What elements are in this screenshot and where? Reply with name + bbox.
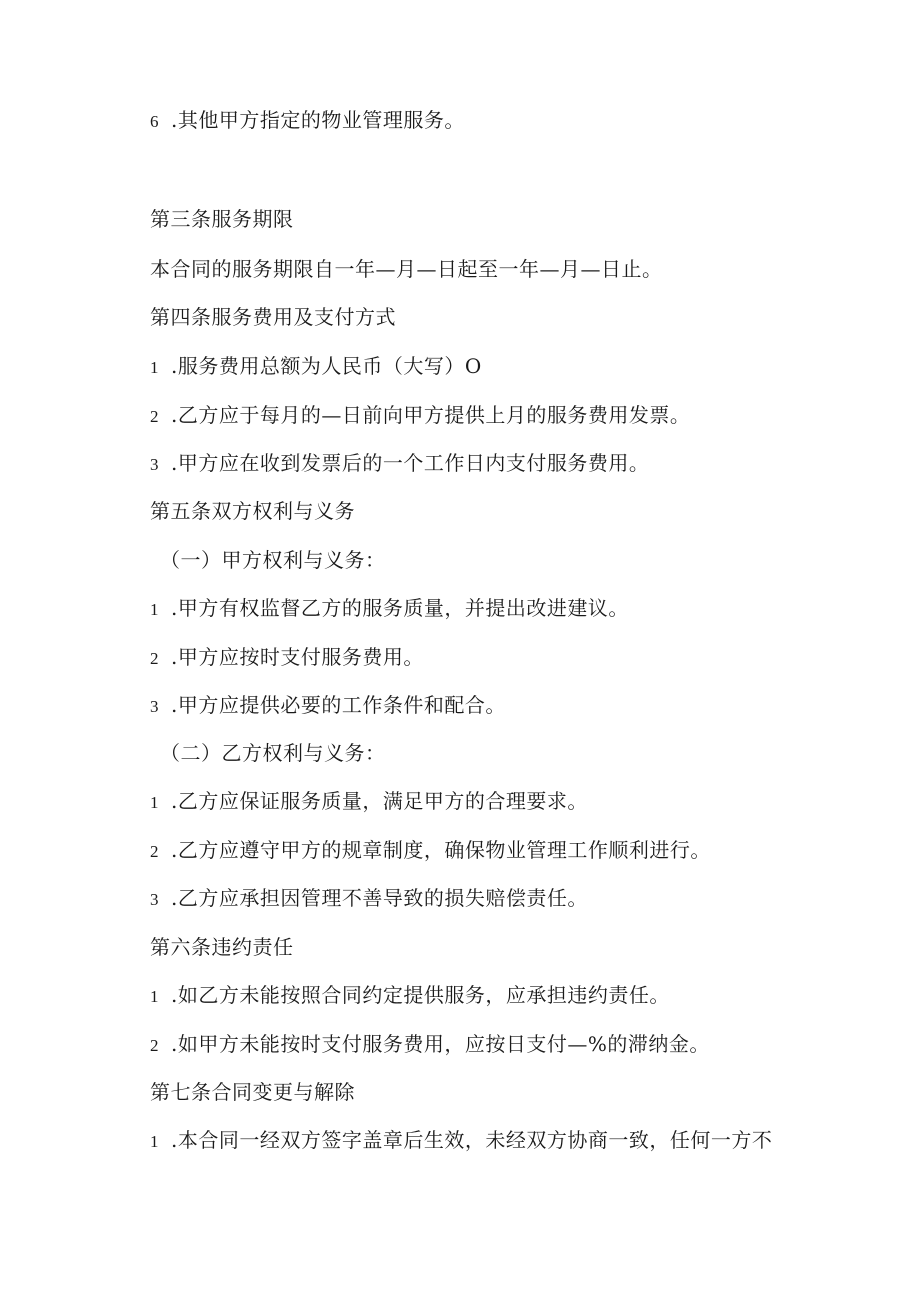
list-item-number: 2 xyxy=(150,842,159,861)
list-item-text: .本合同一经双方签字盖章后生效，未经双方协商一致，任何一方不 xyxy=(171,1128,773,1152)
list-item-text: .甲方应提供必要的工作条件和配合。 xyxy=(171,693,506,717)
list-item-number: 1 xyxy=(150,793,159,812)
list-item-text: .甲方有权监督乙方的服务质量，并提出改进建议。 xyxy=(171,596,629,620)
list-item-text: .乙方应承担因管理不善导致的损失赔偿责任。 xyxy=(171,886,588,910)
list-item-number: 2 xyxy=(150,1036,159,1055)
list-item xyxy=(150,981,670,1011)
list-item xyxy=(150,594,629,624)
section-heading xyxy=(150,497,355,525)
subsection-heading xyxy=(160,546,386,574)
list-item-number: 2 xyxy=(150,649,159,668)
list-item xyxy=(150,352,482,382)
list-item-text: .服务费用总额为人民币（大写）O xyxy=(171,354,482,378)
list-item-number: 2 xyxy=(150,407,159,426)
list-item xyxy=(150,106,465,136)
list-item-text: .其他甲方指定的物业管理服务。 xyxy=(171,108,465,132)
list-item-number: 1 xyxy=(150,1132,159,1151)
section-heading-text: 第六条违约责任 xyxy=(150,935,294,959)
section-heading-text: 第四条服务费用及支付方式 xyxy=(150,305,396,329)
list-item-text: .甲方应按时支付服务费用。 xyxy=(171,645,424,669)
list-item-text: .如甲方未能按时支付服务费用，应按日支付—%的滞纳金。 xyxy=(171,1032,710,1056)
section-heading xyxy=(150,303,396,331)
list-item xyxy=(150,884,588,914)
list-item xyxy=(150,449,649,479)
list-item-number: 1 xyxy=(150,987,159,1006)
list-item-text: .乙方应遵守甲方的规章制度，确保物业管理工作顺利进行。 xyxy=(171,838,711,862)
section-heading-text: 第三条服务期限 xyxy=(150,207,294,231)
list-item-text: .如乙方未能按照合同约定提供服务，应承担违约责任。 xyxy=(171,983,670,1007)
list-item-number: 3 xyxy=(150,455,159,474)
subsection-heading xyxy=(160,739,386,767)
list-item-number: 6 xyxy=(150,112,159,131)
list-item xyxy=(150,691,506,721)
list-item-number: 3 xyxy=(150,697,159,716)
subsection-heading-text: （二）乙方权利与义务： xyxy=(160,741,386,765)
list-item-number: 1 xyxy=(150,358,159,377)
list-item-text: .乙方应保证服务质量，满足甲方的合理要求。 xyxy=(171,789,588,813)
list-item xyxy=(150,1126,772,1156)
list-item xyxy=(150,401,690,431)
section-heading-text: 第五条双方权利与义务 xyxy=(150,499,355,523)
section-heading-text: 第七条合同变更与解除 xyxy=(150,1080,355,1104)
paragraph-text: 本合同的服务期限自一年—月—日起至一年—月—日止。 xyxy=(150,257,663,281)
section-heading xyxy=(150,1078,355,1106)
list-item xyxy=(150,836,711,866)
list-item-number: 1 xyxy=(150,600,159,619)
list-item-text: .乙方应于每月的—日前向甲方提供上月的服务费用发票。 xyxy=(171,403,691,427)
subsection-heading-text: （一）甲方权利与义务： xyxy=(160,548,386,572)
list-item-text: .甲方应在收到发票后的一个工作日内支付服务费用。 xyxy=(171,451,650,475)
list-item xyxy=(150,643,424,673)
list-item xyxy=(150,1030,710,1060)
paragraph xyxy=(150,255,663,283)
section-heading xyxy=(150,205,294,233)
section-heading xyxy=(150,933,294,961)
list-item-number: 3 xyxy=(150,890,159,909)
list-item xyxy=(150,787,588,817)
